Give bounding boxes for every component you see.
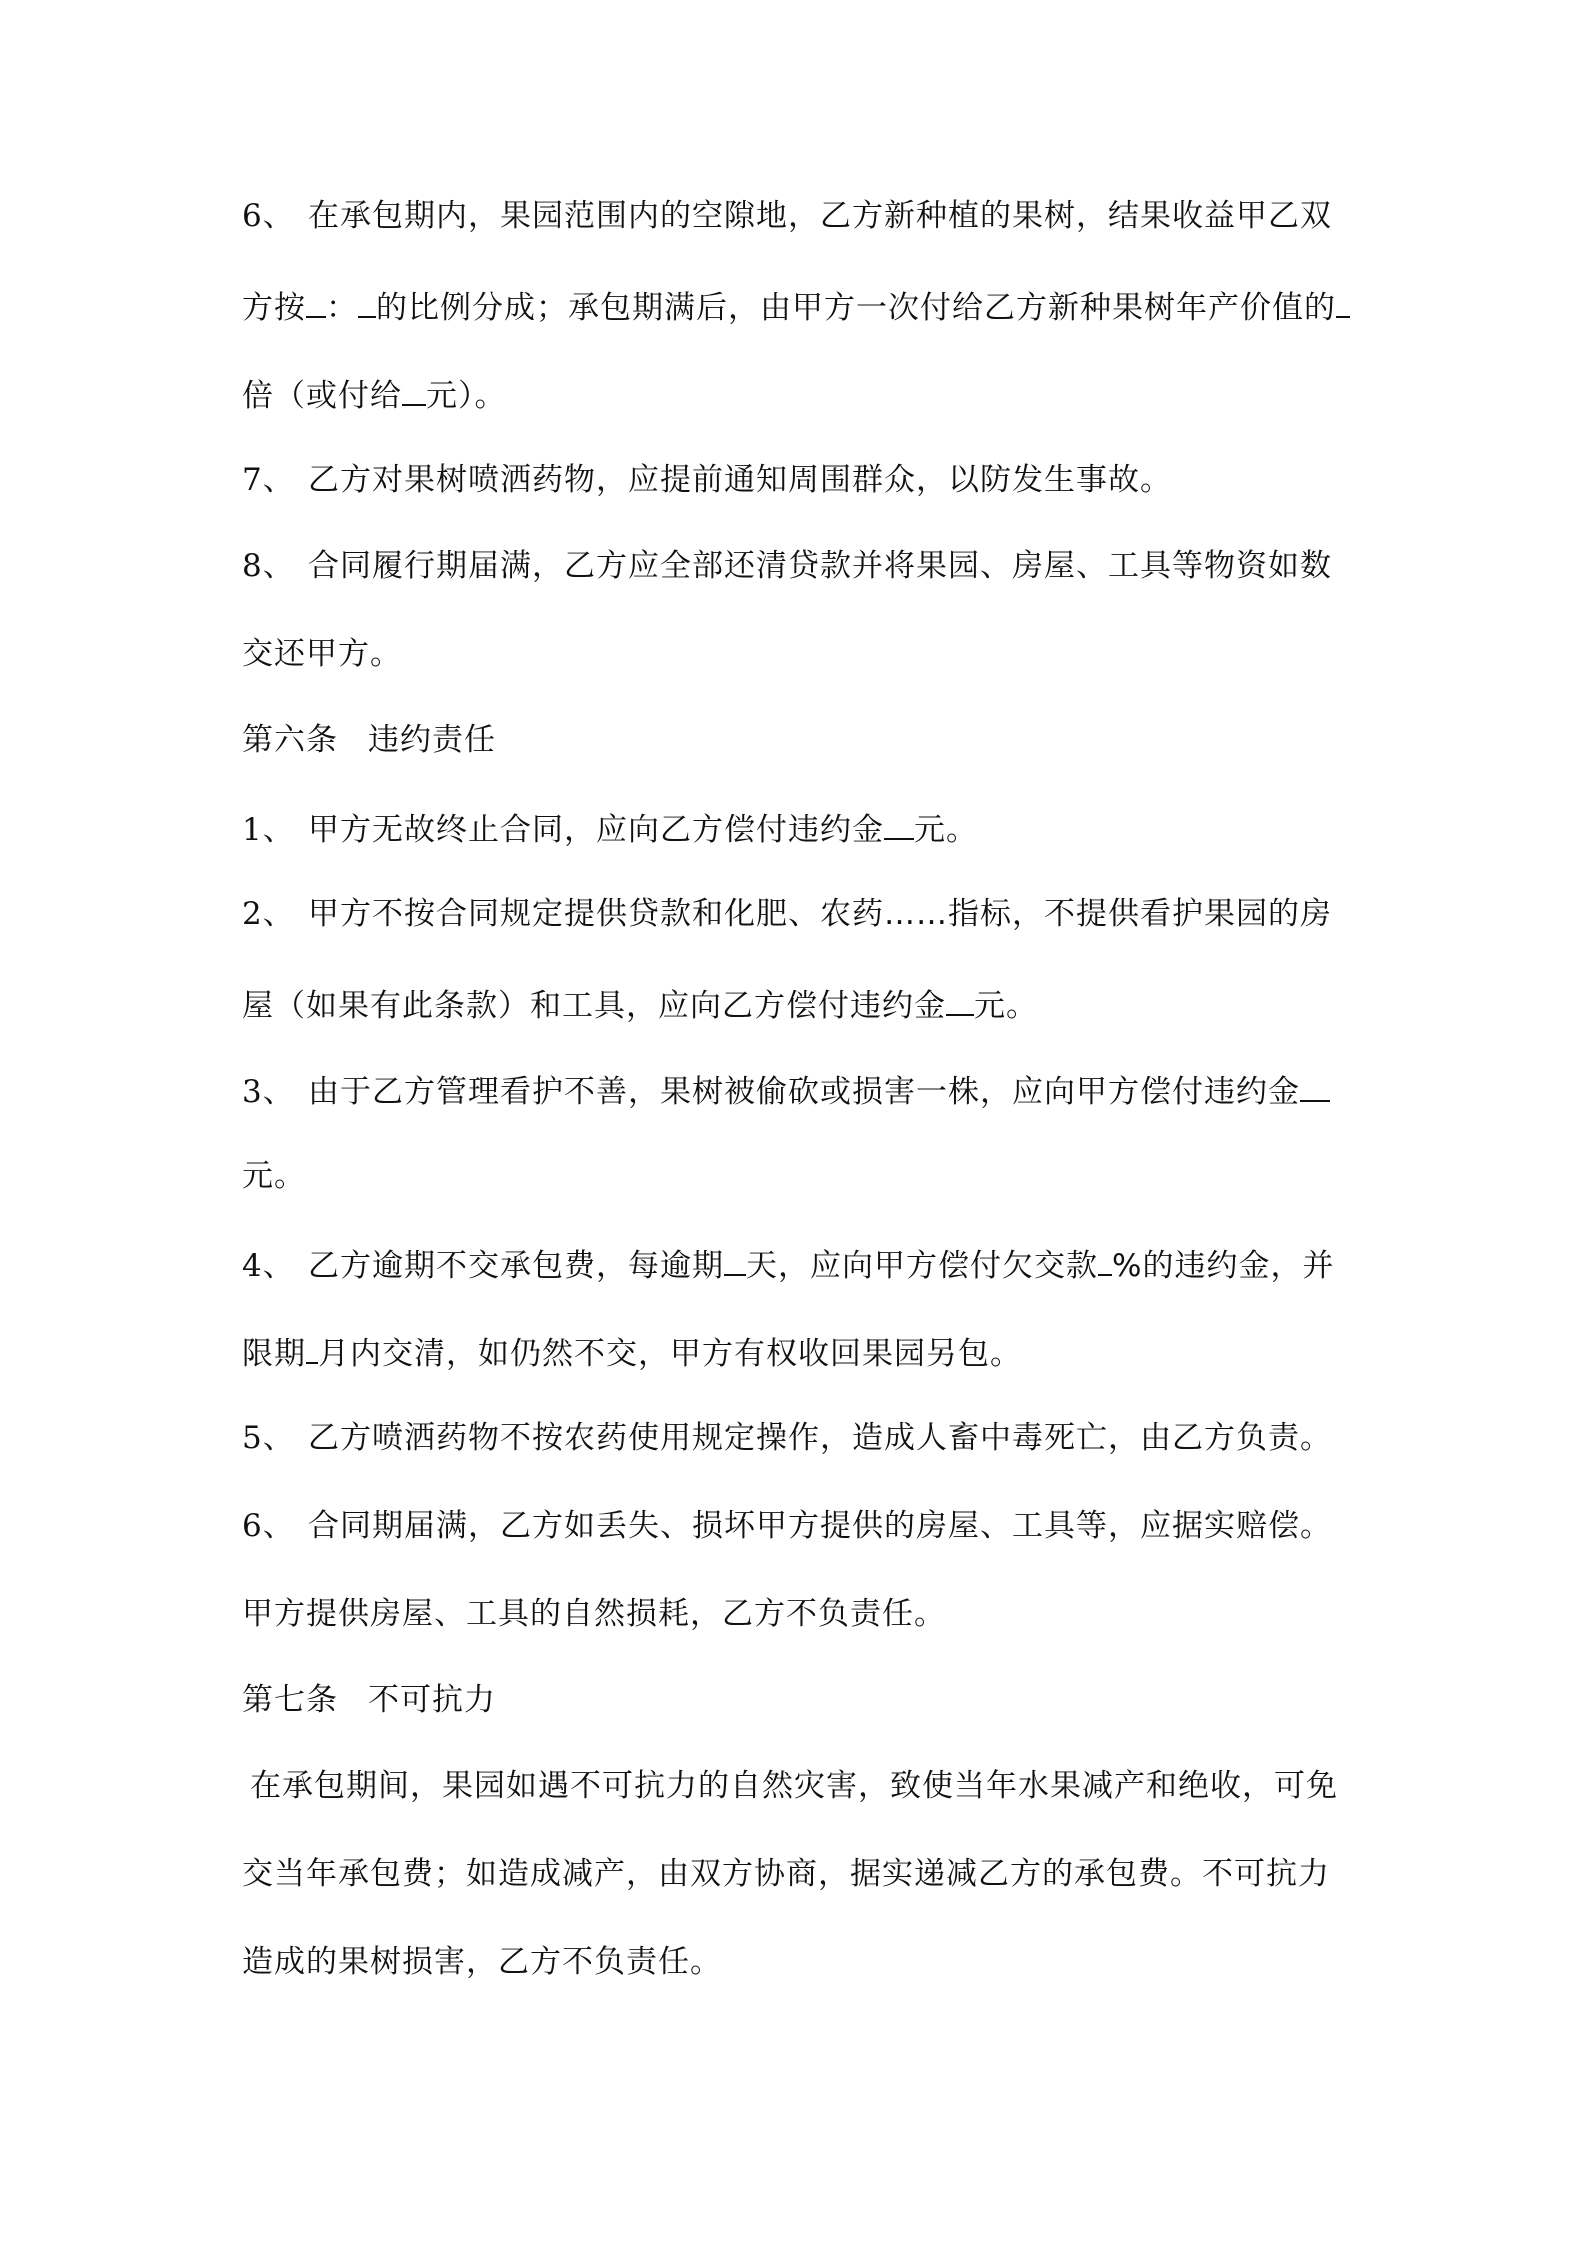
clause-text: 方按 (242, 290, 306, 326)
fill-blank (1300, 1070, 1330, 1102)
ratio-colon: ： (326, 290, 358, 326)
breach-clause-4-line-2 (242, 1332, 1022, 1374)
article-number: 第六条 (242, 722, 338, 758)
clause-number: 5、 (242, 1420, 295, 1456)
clause-text: 乙方逾期不交承包费，每逾期 (308, 1248, 724, 1284)
clause-text: 合同履行期届满，乙方应全部还清贷款并将果园、房屋、工具等物资如数 (308, 548, 1332, 584)
clause-7 (242, 460, 1172, 500)
clause-number: 7、 (242, 462, 295, 498)
breach-clause-2-line-1 (242, 894, 1332, 934)
clause-text: 造成的果树损害，乙方不负责任。 (242, 1944, 722, 1980)
article-title: 不可抗力 (368, 1682, 496, 1718)
fill-blank (306, 286, 326, 318)
clause-text: 乙方对果树喷洒药物，应提前通知周围群众，以防发生事故。 (308, 462, 1172, 498)
clause-text: 甲方无故终止合同，应向乙方偿付违约金 (308, 812, 884, 848)
breach-clause-3-line-1 (242, 1070, 1330, 1112)
force-majeure-line-3 (242, 1942, 722, 1982)
clause-number: 1、 (242, 812, 295, 848)
clause-text: %的违约金，并 (1112, 1248, 1335, 1284)
breach-clause-1 (242, 808, 978, 850)
clause-number: 2、 (242, 896, 295, 932)
fill-blank (724, 1244, 746, 1276)
clause-number: 6、 (242, 1508, 295, 1544)
clause-text: 月内交清，如仍然不交，甲方有权收回果园另包。 (318, 1336, 1022, 1372)
breach-clause-2-line-2 (242, 984, 1038, 1026)
force-majeure-line-1 (250, 1766, 1338, 1806)
fill-blank (884, 808, 914, 840)
clause-number: 4、 (242, 1248, 295, 1284)
clause-text: 屋（如果有此条款）和工具，应向乙方偿付违约金 (242, 988, 946, 1024)
breach-clause-3-line-2 (242, 1156, 306, 1196)
fill-blank (946, 984, 974, 1016)
breach-clause-6-line-2 (242, 1594, 946, 1634)
fill-blank (306, 1332, 318, 1364)
fill-blank (402, 374, 426, 406)
clause-text: 元。 (914, 812, 978, 848)
clause-text: 天，应向甲方偿付欠交款 (746, 1248, 1098, 1284)
fill-blank (358, 286, 376, 318)
fill-blank (1098, 1244, 1112, 1276)
clause-6-line-1 (242, 196, 1332, 236)
clause-number: 8、 (242, 548, 295, 584)
breach-clause-4-line-1 (242, 1244, 1334, 1286)
clause-text: 倍（或付给 (242, 378, 402, 414)
clause-text: 甲方不按合同规定提供贷款和化肥、农药……指标，不提供看护果园的房 (308, 896, 1332, 932)
clause-text: 元）。 (426, 378, 507, 414)
clause-text: 限期 (242, 1336, 306, 1372)
clause-text: 元。 (974, 988, 1038, 1024)
clause-text: 元。 (242, 1158, 306, 1194)
clause-text: 在承包期间，果园如遇不可抗力的自然灾害，致使当年水果减产和绝收，可免 (250, 1768, 1338, 1804)
clause-text: 在承包期内，果园范围内的空隙地，乙方新种植的果树，结果收益甲乙双 (308, 198, 1332, 234)
force-majeure-line-2 (242, 1854, 1330, 1894)
breach-clause-6-line-1 (242, 1506, 1332, 1546)
article-7-heading (242, 1680, 496, 1720)
clause-text: 由于乙方管理看护不善，果树被偷砍或损害一株，应向甲方偿付违约金 (308, 1074, 1300, 1110)
clause-text: 交当年承包费；如造成减产，由双方协商，据实递减乙方的承包费。不可抗力 (242, 1856, 1330, 1892)
article-6-heading (242, 720, 496, 760)
clause-6-line-2 (242, 286, 1350, 328)
clause-6-line-3 (242, 374, 507, 416)
clause-text: 甲方提供房屋、工具的自然损耗，乙方不负责任。 (242, 1596, 946, 1632)
clause-number: 6、 (242, 198, 295, 234)
clause-number: 3、 (242, 1074, 295, 1110)
clause-text: 合同期届满，乙方如丢失、损坏甲方提供的房屋、工具等，应据实赔偿。 (308, 1508, 1332, 1544)
clause-text: 的比例分成；承包期满后，由甲方一次付给乙方新种果树年产价值的 (376, 290, 1336, 326)
clause-text: 交还甲方。 (242, 636, 402, 672)
clause-8-line-2 (242, 634, 402, 674)
breach-clause-5 (242, 1418, 1332, 1458)
fill-blank (1336, 286, 1350, 318)
article-title: 违约责任 (368, 722, 496, 758)
clause-8-line-1 (242, 546, 1332, 586)
clause-text: 乙方喷洒药物不按农药使用规定操作，造成人畜中毒死亡，由乙方负责。 (308, 1420, 1332, 1456)
article-number: 第七条 (242, 1682, 338, 1718)
